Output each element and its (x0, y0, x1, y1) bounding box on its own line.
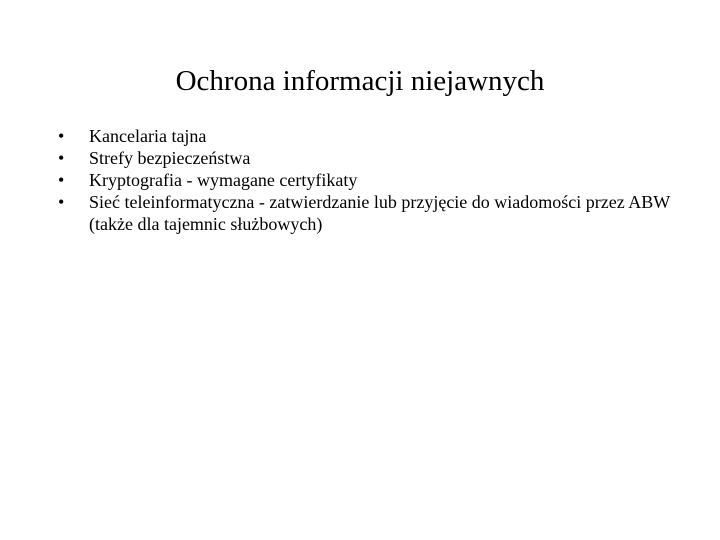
bullet-item-kancelaria (58, 125, 678, 147)
bullet-text: Strefy bezpieczeństwa (89, 148, 251, 168)
bullet-item-kryptografia (58, 169, 678, 191)
bullet-dot-icon: • (58, 170, 65, 190)
slide-title: Ochrona informacji niejawnych (175, 65, 545, 97)
bullet-dot-icon: • (58, 126, 65, 146)
bullet-item-strefy (58, 147, 678, 169)
bullet-text: Kancelaria tajna (89, 126, 207, 146)
bullet-dot-icon: • (58, 148, 65, 168)
bullet-text: Kryptografia - wymagane certyfikaty (89, 170, 358, 190)
bullet-item-siec (58, 191, 678, 235)
bullet-list (58, 125, 678, 235)
bullet-text: Sieć teleinformatyczna - zatwierdzanie lub przyjęcie do wiadomości przez ABW (także dla tajemnic służbowych) (89, 192, 670, 234)
bullet-dot-icon: • (58, 192, 65, 212)
